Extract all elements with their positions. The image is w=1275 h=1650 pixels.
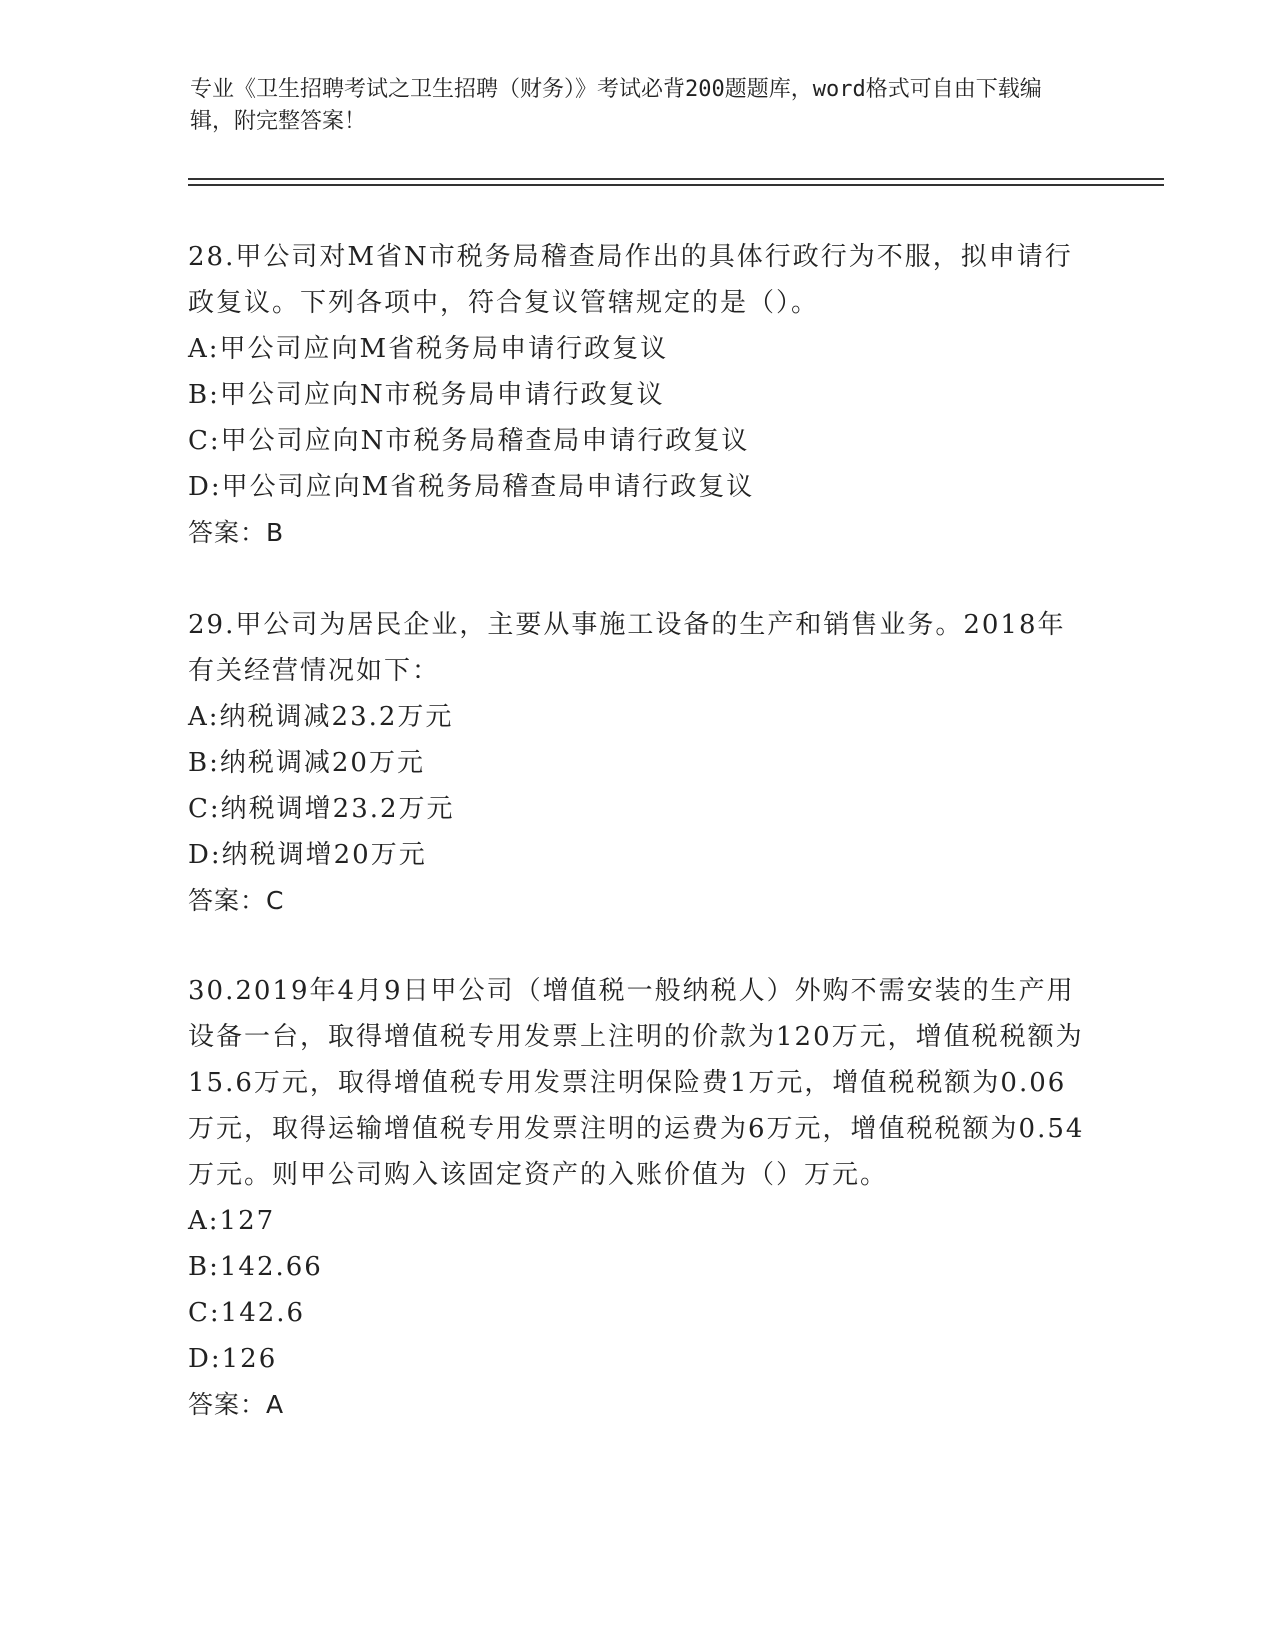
option-b: B:纳税调减20万元	[188, 748, 425, 778]
question-stem: 30.2019年4月9日甲公司（增值税一般纳税人）外购不需安装的生产用设备一台，取得增值税专用发票上注明的价款为120万元，增值税税额为15.6万元，取得增值税专用发票注明保险费1万元，增值税税额为0.06万元，取得运输增值税专用发票注明的运费为6万元，增值税税额为0.54万元。则甲公司购入该固定资产的入账价值为（）万元。	[188, 976, 1085, 1190]
question-30	[188, 968, 1088, 1428]
option-d: D:纳税调增20万元	[188, 840, 427, 870]
answer-line: 答案：A	[188, 1390, 285, 1419]
question-29	[188, 602, 1088, 924]
option-c: C:甲公司应向N市税务局稽查局申请行政复议	[188, 426, 750, 456]
question-stem: 29.甲公司为居民企业，主要从事施工设备的生产和销售业务。2018年有关经营情况如下：	[188, 610, 1066, 686]
document-header: 专业《卫生招聘考试之卫生招聘（财务）》考试必背200题题库，word格式可自由下载编辑，附完整答案！	[190, 77, 1042, 134]
option-c: C:纳税调增23.2万元	[188, 794, 455, 824]
answer-line: 答案：C	[188, 886, 285, 915]
question-stem: 28.甲公司对M省N市税务局稽查局作出的具体行政行为不服，拟申请行政复议。下列各项中，符合复议管辖规定的是（）。	[188, 242, 1073, 318]
option-d: D:甲公司应向M省税务局稽查局申请行政复议	[188, 472, 755, 502]
option-b: B:甲公司应向N市税务局申请行政复议	[188, 380, 665, 410]
option-d: D:126	[188, 1344, 278, 1374]
option-b: B:142.66	[188, 1252, 323, 1282]
header-divider-bottom	[188, 184, 1164, 186]
option-c: C:142.6	[188, 1298, 306, 1328]
option-a: A:纳税调减23.2万元	[188, 702, 454, 732]
question-28	[188, 234, 1088, 556]
option-a: A:127	[188, 1206, 276, 1236]
header-divider-top	[188, 178, 1164, 180]
option-a: A:甲公司应向M省税务局申请行政复议	[188, 334, 669, 364]
answer-line: 答案：B	[188, 518, 285, 547]
